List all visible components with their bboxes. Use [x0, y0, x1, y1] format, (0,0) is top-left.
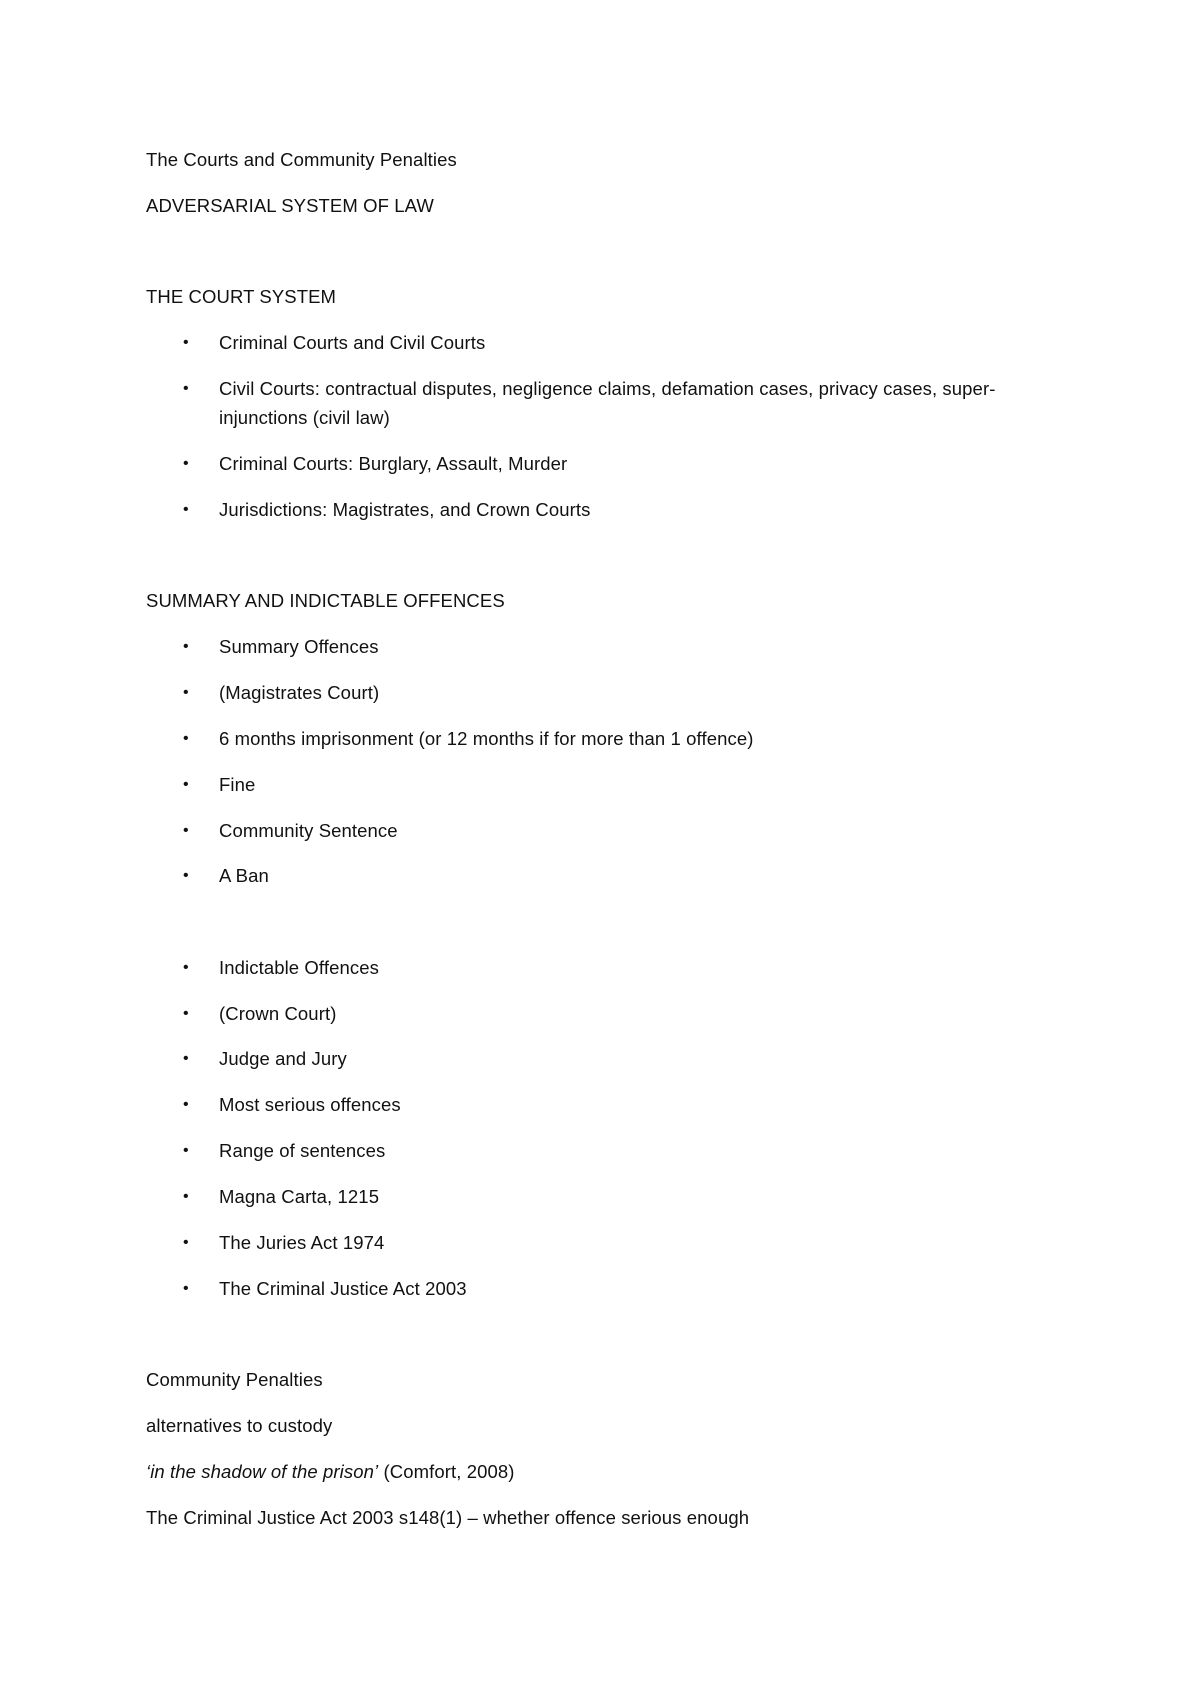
- list-item-text: Criminal Courts and Civil Courts: [219, 332, 486, 353]
- bullet-icon: •: [183, 1142, 189, 1159]
- bullet-icon: •: [183, 776, 189, 793]
- quote-italic: ‘in the shadow of the prison’: [146, 1461, 379, 1482]
- bullet-icon: •: [183, 867, 189, 884]
- bullet-icon: •: [183, 822, 189, 839]
- alternatives-text: alternatives to custody: [146, 1415, 333, 1436]
- list-item-text-line2: injunctions (civil law): [219, 407, 390, 428]
- bullet-icon: •: [183, 1096, 189, 1113]
- list-item-text: Magna Carta, 1215: [219, 1186, 380, 1207]
- bullet-icon: •: [183, 730, 189, 747]
- document-title: The Courts and Community Penalties: [146, 149, 457, 170]
- bullet-icon: •: [183, 638, 189, 655]
- list-item-text: The Juries Act 1974: [219, 1232, 385, 1253]
- bullet-icon: •: [183, 455, 189, 472]
- list-item-text: 6 months imprisonment (or 12 months if for more than 1 offence): [219, 728, 754, 749]
- list-item-text: Criminal Courts: Burglary, Assault, Murder: [219, 453, 568, 474]
- list-item-text: A Ban: [219, 865, 269, 886]
- list-item-text: Most serious offences: [219, 1094, 401, 1115]
- bullet-icon: •: [183, 334, 189, 351]
- bullet-icon: •: [183, 501, 189, 518]
- bullet-icon: •: [183, 1234, 189, 1251]
- quote-line: [146, 1458, 515, 1486]
- heading-court-system: THE COURT SYSTEM: [146, 286, 337, 307]
- list-item-text: (Magistrates Court): [219, 682, 380, 703]
- bullet-icon: •: [183, 1280, 189, 1297]
- bullet-icon: •: [183, 380, 189, 397]
- list-item-text: Jurisdictions: Magistrates, and Crown Courts: [219, 499, 591, 520]
- quote-citation: (Comfort, 2008): [378, 1461, 515, 1482]
- heading-summary-indictable-offences: SUMMARY AND INDICTABLE OFFENCES: [146, 590, 505, 611]
- list-item-text: Summary Offences: [219, 636, 379, 657]
- bullet-icon: •: [183, 959, 189, 976]
- cja-line: The Criminal Justice Act 2003 s148(1) – whether offence serious enough: [146, 1507, 750, 1528]
- bullet-icon: •: [183, 1188, 189, 1205]
- bullet-icon: •: [183, 1050, 189, 1067]
- list-item-text: Range of sentences: [219, 1140, 386, 1161]
- bullet-icon: •: [183, 684, 189, 701]
- list-item-text: Community Sentence: [219, 820, 398, 841]
- list-item-text-line1: Civil Courts: contractual disputes, negligence claims, defamation cases, privacy cases, super-: [219, 378, 996, 399]
- bullet-icon: •: [183, 1005, 189, 1022]
- list-item-text: Indictable Offences: [219, 957, 379, 978]
- list-item-text: The Criminal Justice Act 2003: [219, 1278, 467, 1299]
- list-item-text: Fine: [219, 774, 256, 795]
- heading-adversarial-system: ADVERSARIAL SYSTEM OF LAW: [146, 195, 434, 216]
- list-item-text: (Crown Court): [219, 1003, 337, 1024]
- heading-community-penalties: Community Penalties: [146, 1369, 323, 1390]
- list-item-text: Judge and Jury: [219, 1048, 347, 1069]
